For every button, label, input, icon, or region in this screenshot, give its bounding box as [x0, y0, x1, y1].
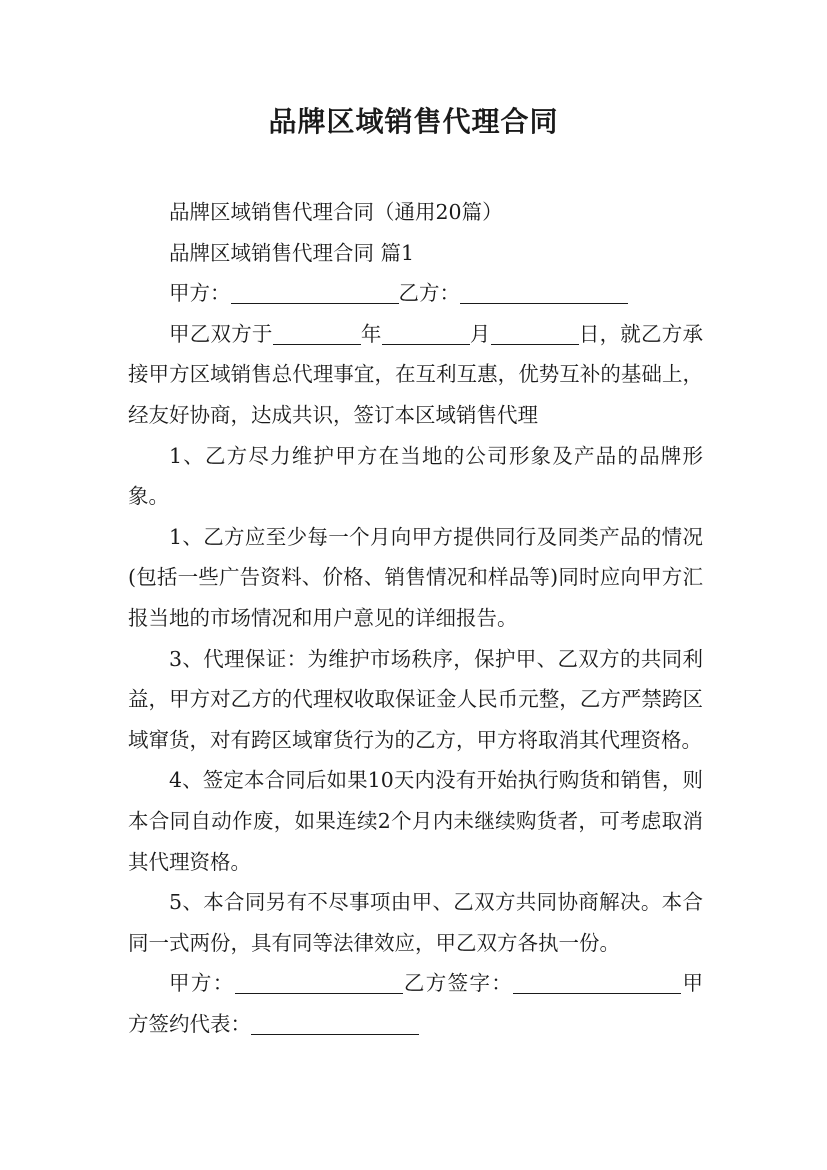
preamble-year: 年 [360, 321, 382, 346]
party-a-label: 甲方： [169, 281, 231, 306]
document-subtitle: 品牌区域销售代理合同（通用20篇） [169, 200, 503, 224]
party-b-blank [460, 282, 628, 305]
section-heading: 品牌区域销售代理合同 篇1 [169, 240, 415, 265]
document-title: 品牌区域销售代理合同 [268, 105, 559, 138]
preamble-part1: 甲乙双方于 [169, 321, 273, 346]
signature-party-b-blank [513, 972, 681, 995]
clause-paragraph: 1、乙方尽力维护甲方在当地的公司形象及产品的品牌形象。 [128, 443, 703, 509]
preamble-month: 月 [469, 321, 491, 346]
party-a-blank [231, 282, 399, 305]
day-blank [491, 322, 579, 345]
parties-line [128, 273, 703, 314]
month-blank [382, 322, 470, 345]
clause-paragraph: 1、乙方应至少每一个月向甲方提供同行及同类产品的情况(包括一些广告资料、价格、销售情况和样品等)同时应向甲方汇报当地的市场情况和用户意见的详细报告。 [128, 524, 703, 630]
year-blank [273, 322, 361, 345]
signature-party-a-label: 甲方： [169, 971, 235, 996]
clause-paragraph: 3、代理保证：为维护市场秩序，保护甲、乙双方的共同利益，甲方对乙方的代理权收取保证金人民币元整，乙方严禁跨区域窜货，对有跨区域窜货行为的乙方，甲方将取消其代理资格。 [128, 646, 703, 752]
clause-paragraph: 5、本合同另有不尽事项由甲、乙双方共同协商解决。本合同一式两份，具有同等法律效应，甲乙双方各执一份。 [128, 890, 703, 955]
party-b-label: 乙方： [398, 281, 460, 306]
clause-paragraph: 4、签定本合同后如果10天内没有开始执行购货和销售，则本合同自动作废，如果连续2个月内未继续购货者，可考虑取消其代理资格。 [128, 768, 703, 874]
document-body [128, 192, 703, 1044]
signature-party-a-rep-blank [251, 1012, 419, 1035]
signature-party-b-label: 乙方签字： [402, 971, 514, 996]
preamble-paragraph [128, 314, 703, 436]
preamble-day-rest: 日，就乙方承接甲方区域销售总代理事宜，在互利互惠，优势互补的基础上，经友好协商，达成共识，签订本区域销售代理 [128, 321, 704, 427]
signature-party-a-rep-label: 甲方签约代表： [128, 971, 704, 1036]
signature-paragraph [128, 963, 703, 1044]
signature-party-a-blank [235, 972, 403, 995]
